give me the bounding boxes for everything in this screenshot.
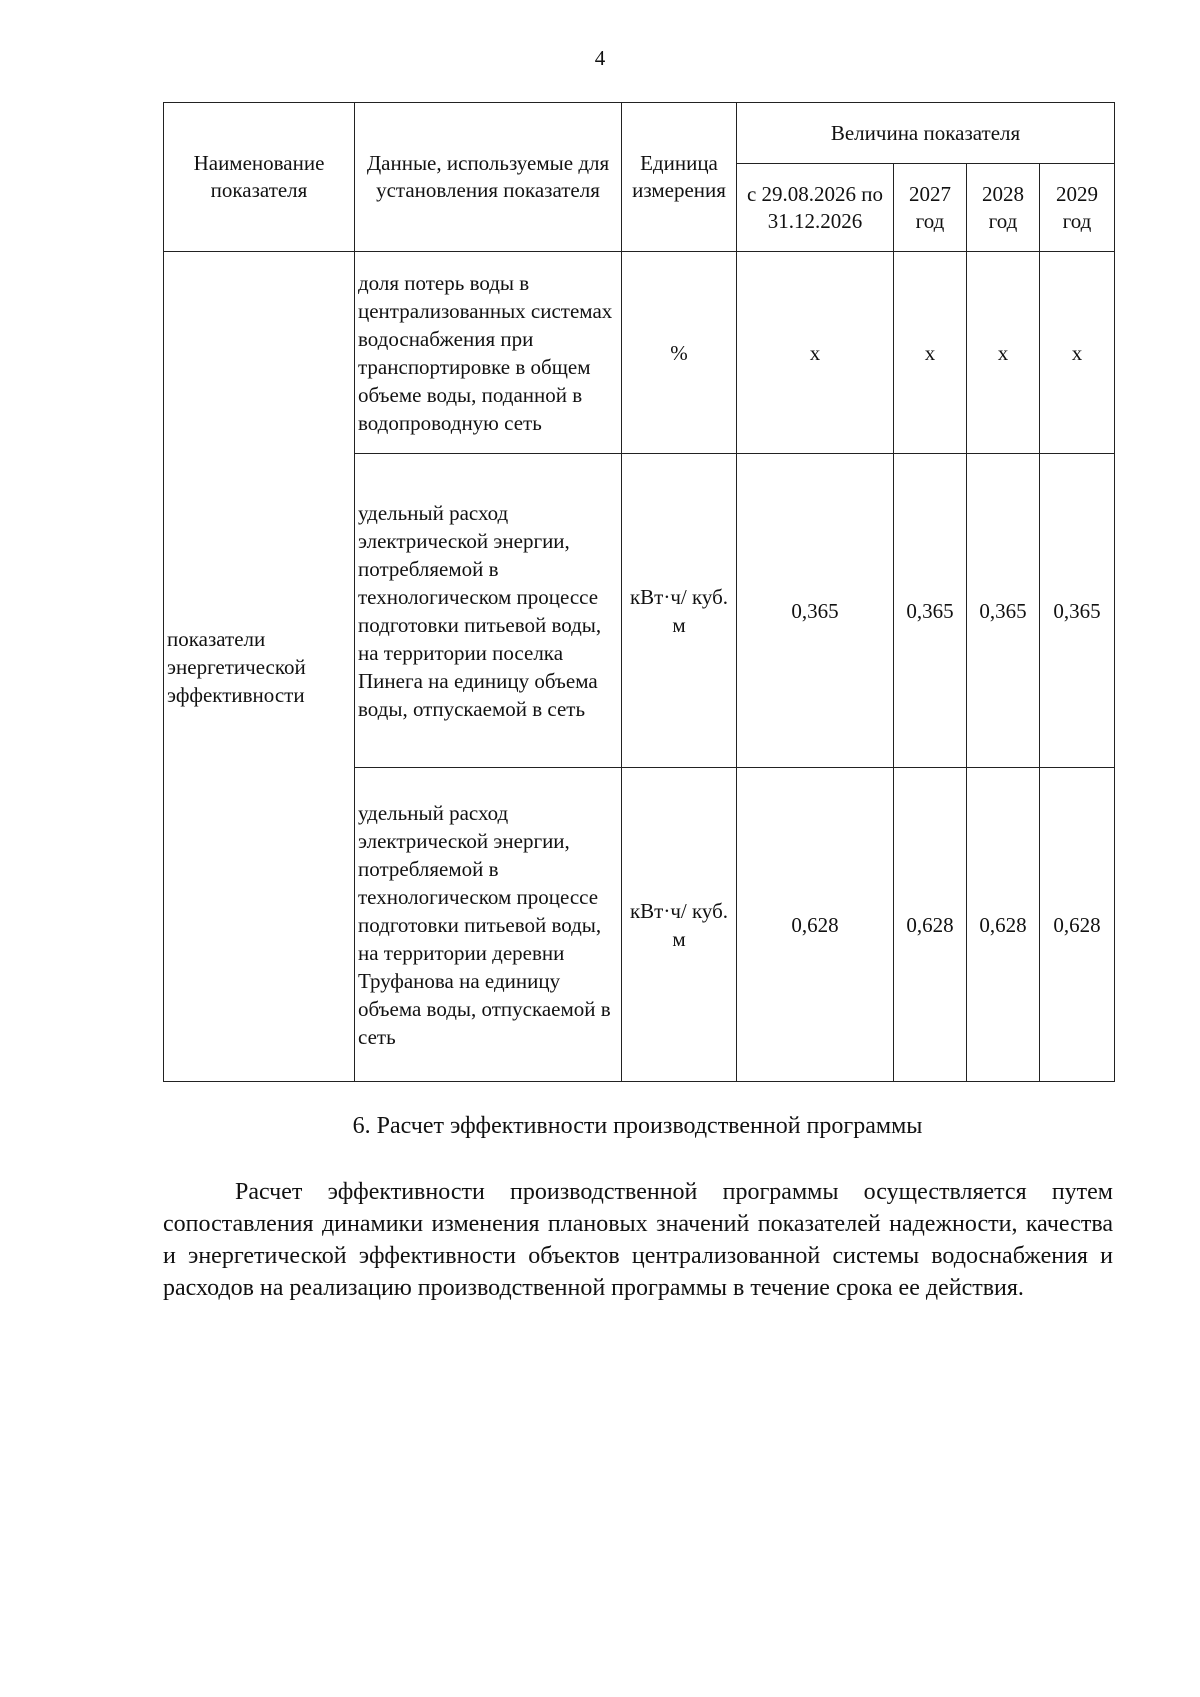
indicators-table <box>163 102 1115 1082</box>
section-paragraph: Расчет эффективности производственной программы осуществляется путем сопоставления динамики изменения плановых значений показателей надежности, качества и энергетической эффективности объектов централизованной системы водоснабжения и расходов на реализацию производственной программы в течение срока ее действия. <box>163 1179 1113 1301</box>
row-unit: % <box>622 252 737 454</box>
row-description: доля потерь воды в централизованных системах водоснабжения при транспортировке в общем объеме воды, поданной в водопроводную сеть <box>355 252 622 454</box>
page-number: 4 <box>594 46 606 70</box>
header-period: 2029 год <box>1040 164 1115 252</box>
row-value: х <box>1040 252 1115 454</box>
header-data-used: Данные, используемые для установления показателя <box>355 103 622 252</box>
row-description: удельный расход электрической энергии, потребляемой в технологическом процессе подготовки питьевой воды, на территории деревни Труфанова на единицу объема воды, отпускаемой в сеть <box>355 768 622 1082</box>
row-value: 0,628 <box>737 768 894 1082</box>
group-name: показатели энергетической эффективности <box>167 626 306 707</box>
row-value: 0,365 <box>894 454 967 768</box>
table-row <box>164 252 1115 454</box>
row-description: удельный расход электрической энергии, потребляемой в технологическом процессе подготовки питьевой воды, на территории поселка Пинега на единицу объема воды, отпускаемой в сеть <box>355 454 622 768</box>
row-value: х <box>737 252 894 454</box>
header-indicator-name: Наименование показателя <box>164 103 355 252</box>
row-value: 0,365 <box>737 454 894 768</box>
row-value: 0,365 <box>1040 454 1115 768</box>
row-value: х <box>894 252 967 454</box>
row-value: х <box>967 252 1040 454</box>
section-title: 6. Расчет эффективности производственной программы <box>352 1113 923 1139</box>
row-value: 0,628 <box>894 768 967 1082</box>
group-name-cell <box>164 252 355 1082</box>
row-unit: кВт·ч/ куб. м <box>622 454 737 768</box>
header-unit: Единица измерения <box>622 103 737 252</box>
header-period: с 29.08.2026 по 31.12.2026 <box>737 164 894 252</box>
row-value: 0,628 <box>1040 768 1115 1082</box>
row-value: 0,628 <box>967 768 1040 1082</box>
header-period: 2028 год <box>967 164 1040 252</box>
header-value-group: Величина показателя <box>737 103 1115 164</box>
row-unit: кВт·ч/ куб. м <box>622 768 737 1082</box>
row-value: 0,365 <box>967 454 1040 768</box>
header-period: 2027 год <box>894 164 967 252</box>
